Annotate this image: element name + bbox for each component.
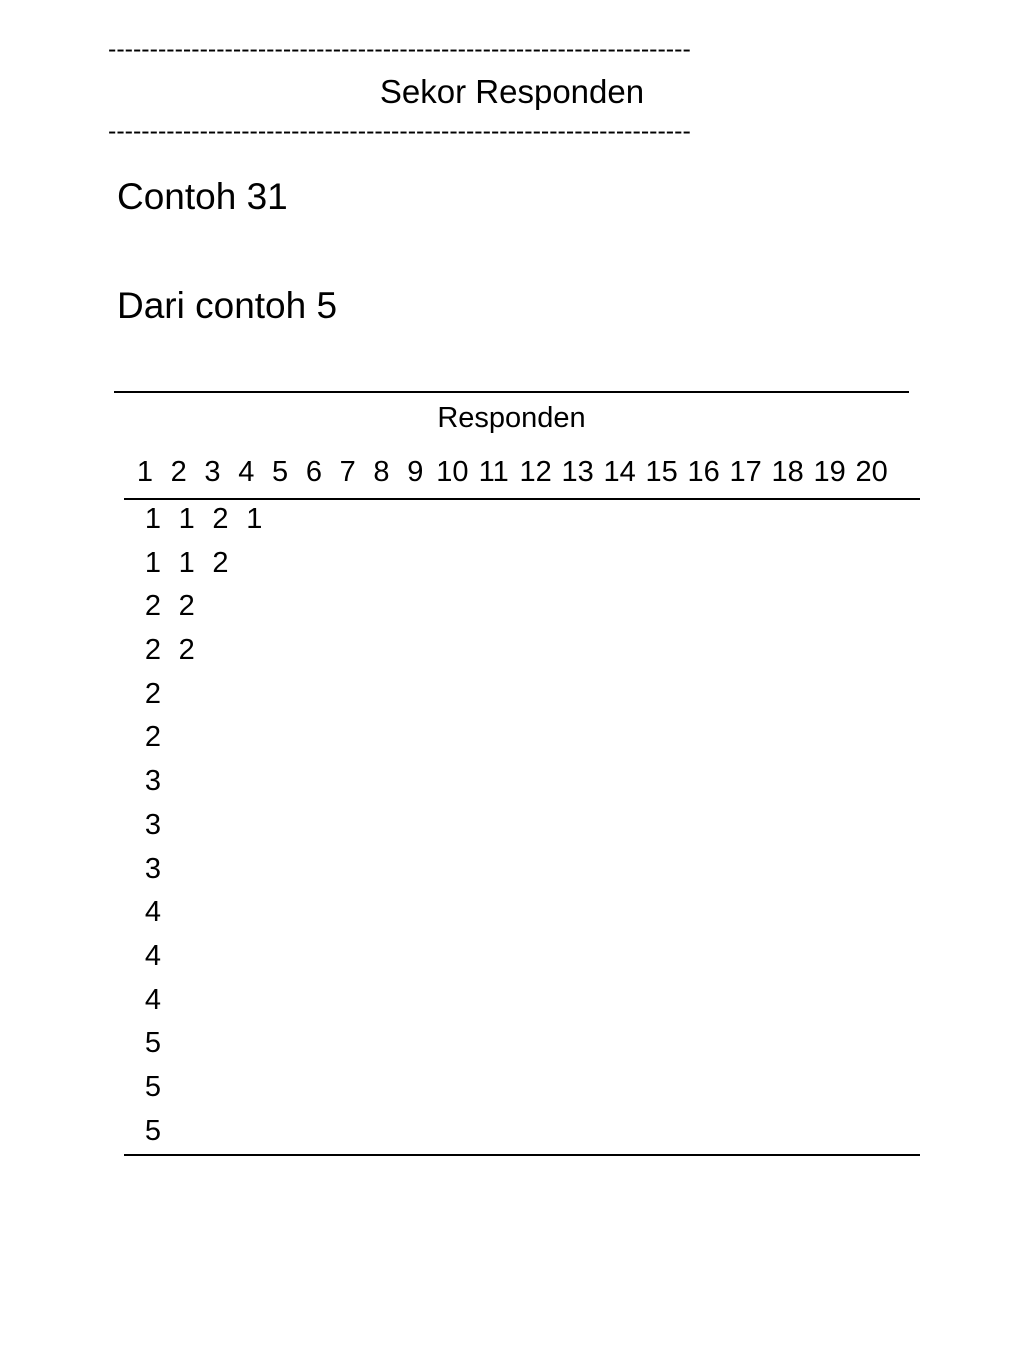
table-row bbox=[136, 1112, 271, 1156]
column-header-cell: 12 bbox=[519, 456, 552, 488]
table-row bbox=[136, 675, 271, 719]
column-header-cell: 5 bbox=[272, 456, 289, 488]
table-column-header-row bbox=[128, 455, 893, 489]
column-header-cell: 20 bbox=[855, 456, 888, 488]
example-title: Contoh 31 bbox=[117, 176, 288, 217]
table-cell: 4 bbox=[144, 939, 161, 972]
table-cell: 2 bbox=[144, 590, 161, 623]
table-group-header: Responden bbox=[437, 402, 586, 434]
column-header-cell: 14 bbox=[603, 456, 636, 488]
column-header-cell: 17 bbox=[729, 456, 762, 488]
table-cell: 4 bbox=[144, 896, 161, 929]
table-cell: 5 bbox=[144, 1114, 161, 1147]
table-cell: 2 bbox=[144, 721, 161, 754]
table-cell: 5 bbox=[144, 1027, 161, 1060]
column-header-cell: 2 bbox=[170, 456, 187, 488]
table-body bbox=[136, 500, 271, 1155]
table-bottom-rule bbox=[124, 1154, 920, 1156]
table-cell: 2 bbox=[144, 677, 161, 710]
table-cell: 3 bbox=[144, 852, 161, 885]
table-row bbox=[136, 500, 271, 544]
column-header-cell: 18 bbox=[771, 456, 804, 488]
table-row bbox=[136, 762, 271, 806]
table-cell: 1 bbox=[178, 503, 195, 535]
table-row bbox=[136, 981, 271, 1025]
table-row bbox=[136, 1068, 271, 1112]
column-header-cell: 19 bbox=[813, 456, 846, 488]
header-dashed-rule-top: ---------------------------------------------------------------------- bbox=[108, 35, 691, 63]
column-header-cell: 6 bbox=[305, 456, 322, 488]
column-header-cell: 3 bbox=[204, 456, 221, 488]
column-header-cell: 13 bbox=[561, 456, 594, 488]
table-cell: 3 bbox=[144, 808, 161, 841]
column-header-cell: 16 bbox=[687, 456, 720, 488]
table-row bbox=[136, 850, 271, 894]
column-header-cell: 4 bbox=[238, 456, 255, 488]
table-row bbox=[136, 806, 271, 850]
table-cell: 5 bbox=[144, 1070, 161, 1103]
table-cell: 2 bbox=[178, 590, 195, 623]
table-row bbox=[136, 587, 271, 631]
table-cell: 1 bbox=[144, 503, 161, 535]
table-row bbox=[136, 544, 271, 588]
column-header-cell: 11 bbox=[478, 456, 509, 488]
table-cell: 2 bbox=[144, 634, 161, 667]
column-header-cell: 10 bbox=[436, 456, 469, 488]
column-header-cell: 9 bbox=[407, 456, 424, 488]
column-header-cell: 7 bbox=[339, 456, 356, 488]
table-row bbox=[136, 718, 271, 762]
table-cell: 2 bbox=[178, 634, 195, 667]
table-top-rule bbox=[114, 391, 909, 393]
column-header-cell: 1 bbox=[136, 456, 153, 488]
column-header-cell: 8 bbox=[373, 456, 390, 488]
page-header-title: Sekor Responden bbox=[379, 73, 645, 110]
table-row bbox=[136, 1024, 271, 1068]
table-row bbox=[136, 631, 271, 675]
table-row bbox=[136, 893, 271, 937]
example-source: Dari contoh 5 bbox=[117, 285, 338, 326]
table-cell: 3 bbox=[144, 765, 161, 798]
table-row bbox=[136, 937, 271, 981]
table-cell: 1 bbox=[246, 503, 263, 535]
table-cell: 1 bbox=[144, 546, 161, 579]
table-cell: 1 bbox=[178, 546, 195, 579]
header-dashed-rule-bottom: ---------------------------------------------------------------------- bbox=[108, 117, 691, 145]
table-cell: 2 bbox=[212, 503, 229, 535]
table-cell: 2 bbox=[212, 546, 229, 579]
column-header-cell: 15 bbox=[645, 456, 678, 488]
table-cell: 4 bbox=[144, 983, 161, 1016]
